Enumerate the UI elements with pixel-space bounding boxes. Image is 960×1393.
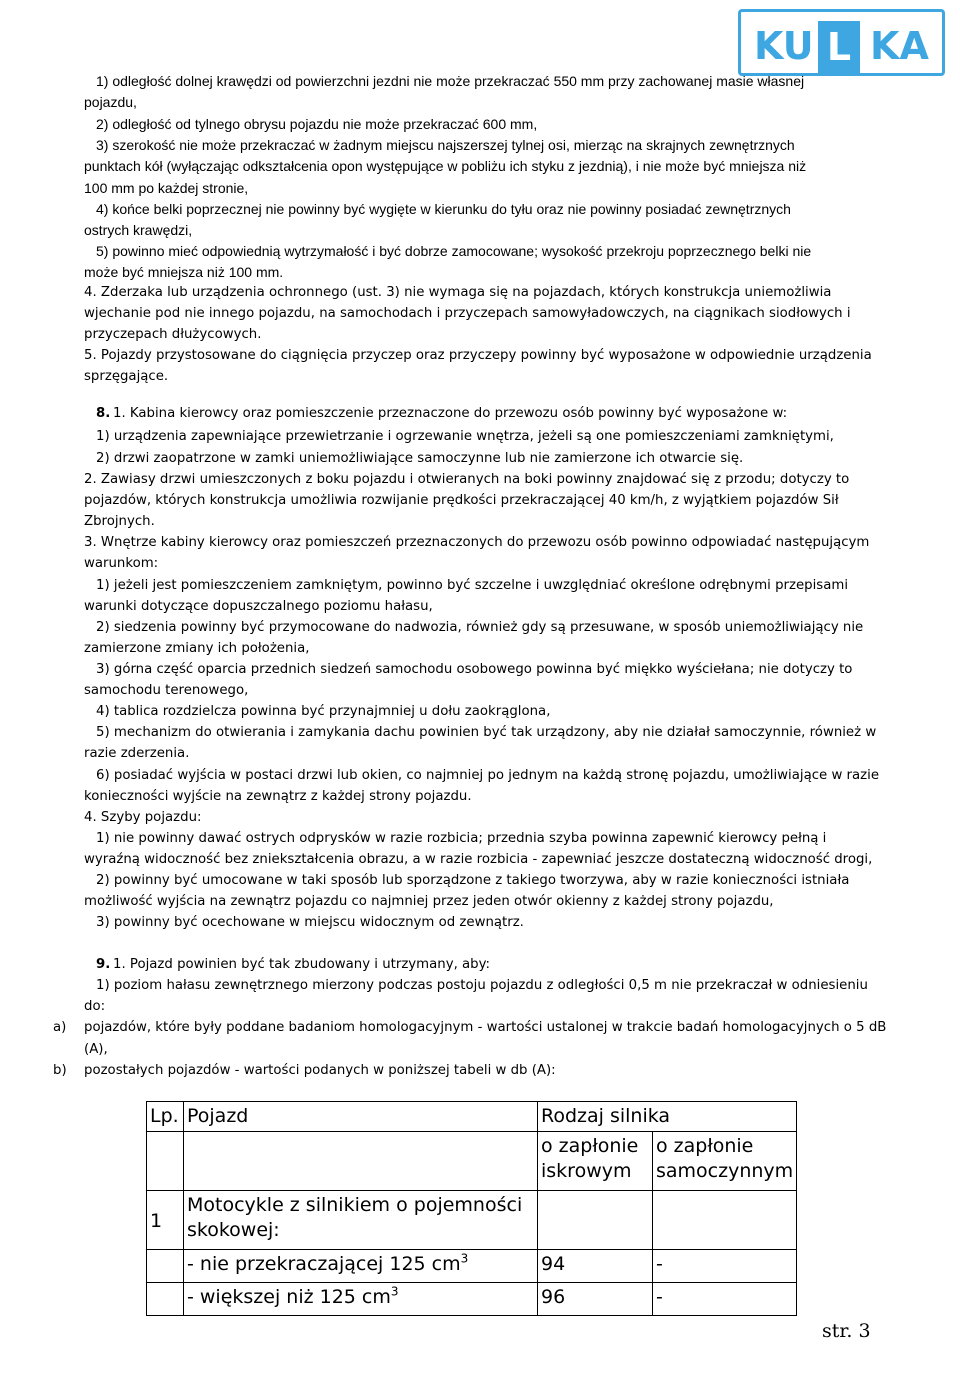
text-line: wjechanie pod nie innego pojazdu, na samochodach i przyczepach samowyładowczych, na ciągnikach siodłowych i [84, 306, 851, 321]
value-iskrowym: 94 [538, 1250, 653, 1283]
text-line: 2. Zawiasy drzwi umieszczonych z boku pojazdu i otwieranych na boki powinny znajdować się z przodu; dotyczy to [84, 472, 850, 487]
table-row [147, 1191, 797, 1250]
list-marker: a) [53, 1020, 67, 1035]
text-line: Zbrojnych. [84, 514, 155, 529]
header-iskrowym: o zapłonie iskrowym [538, 1132, 653, 1191]
text-line: przyczepach dłużycowych. [84, 327, 262, 342]
noise-limits-table [146, 1101, 797, 1316]
list-marker: b) [53, 1063, 67, 1078]
text-line: 2) odległość od tylnego obrysu pojazdu nie może przekraczać 600 mm, [96, 116, 538, 132]
text-line: 3) powinny być ocechowane w miejscu widocznym od zewnątrz. [96, 915, 524, 930]
text-line: 2) drzwi zaopatrzone w zamki uniemożliwiające samoczynne lub nie zamierzone ich otwarcie się. [96, 451, 744, 466]
text-line: 6) posiadać wyjścia w postaci drzwi lub okien, co najmniej po jednym na każdą stronę pojazdu, umożliwiające w razie [96, 768, 880, 783]
text-line: warunkom: [84, 556, 159, 571]
text-line: pozostałych pojazdów - wartości podanych w poniższej tabeli w db (A): [84, 1063, 556, 1078]
text-line: pojazdów, których konstrukcja umożliwia rozwijanie prędkości przekraczającej 40 km/h, z wyjątkiem pojazdów Sił [84, 493, 839, 508]
text-line: punktach kół (wyłączając odkształcenia opon występujące w pobliżu ich styku z jezdnią), i nie może być mniejsza niż [84, 158, 807, 174]
text-line: pojazdu, [84, 94, 137, 110]
text-line: 3. Wnętrze kabiny kierowcy oraz pomieszczeń przeznaczonych do przewozu osób powinno odpowiadać następującym [84, 535, 870, 550]
text-line: konieczności wyjście na zewnątrz z każdej strony pojazdu. [84, 789, 472, 804]
header-samoczynnym: o zapłonie samoczynnym [653, 1132, 797, 1191]
text-line: 3) szerokość nie może przekraczać w żadnym miejscu najszerszej tylnej osi, mierząc na skrajnych zewnętrznych [96, 137, 795, 153]
unit-exponent: 3 [390, 1284, 399, 1299]
text-line: (A), [84, 1042, 108, 1057]
value-iskrowym: 96 [538, 1283, 653, 1316]
text-line: pojazdów, które były poddane badaniom homologacyjnym - wartości ustalonej w trakcie badań homologacyjnych o 5 dB [84, 1020, 887, 1035]
text-line: 5) powinno mieć odpowiednią wytrzymałość i być dobrze zamocowane; wysokość przekroju poprzecznego belki nie [96, 243, 812, 259]
table-subheader-row [147, 1132, 797, 1191]
row-label-text: - większej niż 125 cm [187, 1286, 391, 1308]
text-line: samochodu terenowego, [84, 683, 249, 698]
header-pojazd: Pojazd [184, 1102, 538, 1132]
text-line: 4. Szyby pojazdu: [84, 810, 202, 825]
text-line: 100 mm po każdej stronie, [84, 180, 249, 196]
text-line: 2) powinny być umocowane w taki sposób lub sporządzone z takiego tworzywa, aby w razie konieczności istniała [96, 873, 850, 888]
text-line: 4) tablica rozdzielcza powinna być przynajmniej u dołu zaokrąglona, [96, 704, 551, 719]
text-line: 5. Pojazdy przystosowane do ciągnięcia przyczep oraz przyczepy powinny być wyposażone w odpowiednie urządzenia [84, 348, 872, 363]
text-line: 1. Pojazd powinien być tak zbudowany i utrzymany, aby: [113, 957, 490, 972]
table-cell-empty [184, 1132, 538, 1191]
text-line: sprzęgające. [84, 369, 169, 384]
text-line: wyraźną widoczność bez zniekształcenia obrazu, a w razie rozbicia - zapewniać jeszcze dostateczną widoczność drogi, [84, 852, 873, 867]
logo-text-right: KA [870, 24, 929, 68]
text-line: możliwość wyjścia na zewnątrz pojazdu co najmniej przez jeden otwór okienny z każdej strony pojazdu, [84, 894, 774, 909]
header-rodzaj-silnika: Rodzaj silnika [538, 1102, 797, 1132]
row-label: Motocykle z silnikiem o pojemności skokowej: [184, 1191, 538, 1250]
row-label-text: - nie przekraczającej 125 cm [187, 1253, 461, 1275]
table-cell-empty [147, 1283, 184, 1316]
page-number: str. 3 [822, 1320, 871, 1342]
text-line: 3) górna część oparcia przednich siedzeń samochodu osobowego powinna być miękko wyściełana; nie dotyczy to [96, 662, 853, 677]
text-line: 2) siedzenia powinny być przymocowane do nadwozia, również gdy są przesuwane, w sposób uniemożliwiający nie [96, 620, 864, 635]
logo-text-left: KU [754, 24, 814, 68]
text-line: 4) końce belki poprzecznej nie powinny być wygięte w kierunku do tyłu oraz nie powinny posiadać zewnętrznych [96, 201, 791, 217]
text-line: 1) odległość dolnej krawędzi od powierzchni jezdni nie może przekraczać 550 mm przy zachowanej masie własnej [96, 73, 805, 89]
table-cell-empty [147, 1132, 184, 1191]
row-lp: 1 [147, 1191, 184, 1250]
table-cell-empty [653, 1191, 797, 1250]
header-lp: Lp. [147, 1102, 184, 1132]
table-cell-empty [147, 1250, 184, 1283]
kulka-logo [738, 9, 945, 76]
row-label [184, 1250, 538, 1283]
text-line: 1) urządzenia zapewniające przewietrzanie i ogrzewanie wnętrza, jeżeli są one pomieszczeniami zamkniętymi, [96, 429, 834, 444]
text-line: razie zderzenia. [84, 746, 190, 761]
table-row [147, 1283, 797, 1316]
text-line: ostrych krawędzi, [84, 222, 193, 238]
value-samoczynnym: - [653, 1283, 797, 1316]
text-line: zamierzone zmiany ich położenia, [84, 641, 310, 656]
table-row [147, 1250, 797, 1283]
table-header-row [147, 1102, 797, 1132]
text-line: może być mniejsza niż 100 mm. [84, 264, 284, 280]
text-line: 1) nie powinny dawać ostrych odprysków w razie rozbicia; przednia szyba powinna zapewnić kierowcy pełną i [96, 831, 827, 846]
text-line: warunki dotyczące dopuszczalnego poziomu hałasu, [84, 599, 433, 614]
text-line: 1) poziom hałasu zewnętrznego mierzony podczas postoju pojazdu z odległości 0,5 m nie przekraczał w odniesieniu [96, 978, 868, 993]
text-line: 5) mechanizm do otwierania i zamykania dachu powinien być tak urządzony, aby nie działał samoczynnie, również w [96, 725, 877, 740]
section-number-8: 8. [96, 406, 111, 421]
text-line: 1) jeżeli jest pomieszczeniem zamkniętym, powinno być szczelne i uwzględniać określone odrębnymi przepisami [96, 578, 849, 593]
unit-exponent: 3 [460, 1251, 469, 1266]
text-line: 4. Zderzaka lub urządzenia ochronnego (ust. 3) nie wymaga się na pojazdach, których konstrukcja uniemożliwia [84, 285, 832, 300]
section-number-9: 9. [96, 957, 111, 972]
value-samoczynnym: - [653, 1250, 797, 1283]
text-line: 1. Kabina kierowcy oraz pomieszczenie przeznaczone do przewozu osób powinny być wyposażone w: [113, 406, 788, 421]
logo-letter-box: L [818, 21, 860, 73]
table-cell-empty [538, 1191, 653, 1250]
text-line: do: [84, 999, 106, 1014]
row-label [184, 1283, 538, 1316]
